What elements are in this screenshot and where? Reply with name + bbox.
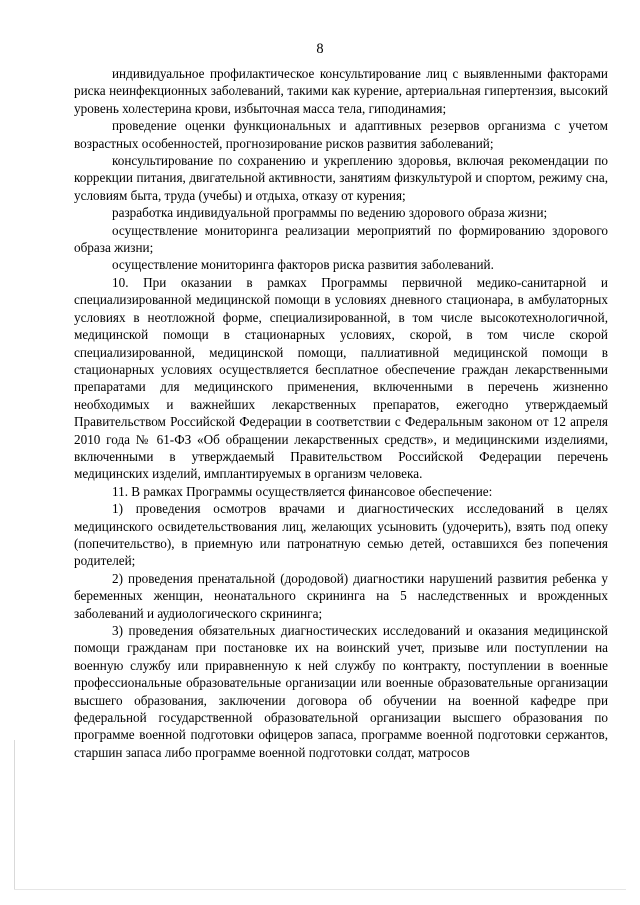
paragraph-item-2: 2) проведения пренатальной (дородовой) диагностики нарушений развития ребенка у беременных женщин, неонатального скрининга на 5 наследственных и врожденных заболеваний и аудиологического скрининга; [74, 570, 608, 621]
document-body [74, 65, 608, 761]
page-number: 8 [316, 41, 324, 57]
paragraph-section-11: 11. В рамках Программы осуществляется финансовое обеспечение: [112, 483, 493, 499]
paragraph-monitoring-risk-factors: осуществление мониторинга факторов риска развития заболеваний. [112, 257, 494, 273]
paragraph-item-3: 3) проведения обязательных диагностических исследований и оказания медицинской помощи гражданам при постановке их на воинский учет, призыве или поступлении на военную службу или приравненную к ней службу по контракту, поступлении в военные профессиональные образовательные организации или военные образовательные организации высшего образования, заключении договора об обучении на военной кафедре при федеральной государственной образовательной организации высшего образования по программе военной подготовки офицеров запаса, программе военной подготовки сержантов, старшин запаса либо программе военной подготовки солдат, матросов [74, 623, 608, 760]
scan-edge-line-bottom [14, 889, 626, 890]
scan-edge-line-left [14, 740, 15, 890]
paragraph-health-consulting: консультирование по сохранению и укреплению здоровья, включая рекомендации по коррекции питания, двигательной активности, занятиям физкультурой и спортом, режиму сна, условиям быта, труда (учебы) и отдыха, отказу от курения; [74, 153, 608, 203]
paragraph-section-10: 10. При оказании в рамках Программы первичной медико-санитарной и специализированной медицинской помощи в условиях дневного стационара, в амбулаторных условиях в неотложной форме, специализированной, в том числе высокотехнологичной, медицинской помощи в стационарных условиях, скорой, в том числе скорой специализированной, медицинской помощи, паллиативной медицинской помощи в стационарных условиях осуществляется бесплатное обеспечение граждан лекарственными препаратами для медицинского применения, включенными в перечень жизненно необходимых и важнейших лекарственных препаратов, ежегодно утверждаемый Правительством Российской Федерации в соответствии с Федеральным законом от 12 апреля 2010 года № 61-ФЗ «Об обращении лекарственных средств», и медицинскими изделиями, включенными в утверждаемый Правительством Российской Федерации перечень медицинских изделий, имплантируемых в организм человека. [74, 274, 608, 482]
paragraph-counseling: индивидуальное профилактическое консультирование лиц с выявленными факторами риска неинфекционных заболеваний, такими как курение, артериальная гипертензия, высокий уровень холестерина крови, избыточная масса тела, гиподинамия; [74, 66, 608, 116]
paragraph-monitoring-activities: осуществление мониторинга реализации мероприятий по формированию здорового образа жизни; [74, 222, 608, 256]
paragraph-healthy-lifestyle-program: разработка индивидуальной программы по ведению здорового образа жизни; [112, 205, 548, 221]
paragraph-assessment: проведение оценки функциональных и адаптивных резервов организма с учетом возрастных особенностей, прогнозирование рисков развития заболеваний; [74, 118, 608, 151]
paragraph-item-1: 1) проведения осмотров врачами и диагностических исследований в целях медицинского освидетельствования лиц, желающих усыновить (удочерить), взять под опеку (попечительство), в приемную или патронатную семью детей, оставшихся без попечения родителей; [74, 501, 608, 569]
